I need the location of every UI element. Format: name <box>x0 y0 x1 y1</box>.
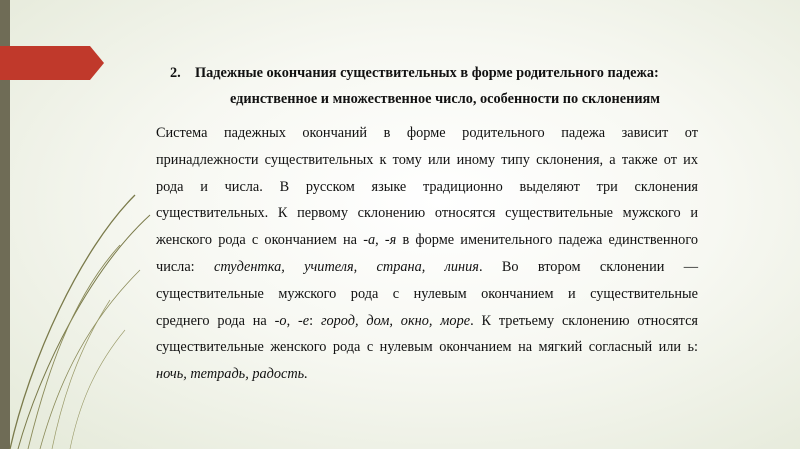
body-line-8-text-b: . К третьему склонению относятся <box>470 312 698 329</box>
body-line-5-text-a: женского рода с окончанием на <box>156 232 364 249</box>
examples-first-declension: студентка, учителя, страна, линия <box>213 258 479 275</box>
body-line-9: существительные женского рода с нулевым окончанием на мягкий согласный или ь: <box>156 339 698 356</box>
body-line-1: Система падежных окончаний в форме родительного падежа зависит от <box>156 125 698 141</box>
ending-a: -а <box>363 232 376 249</box>
examples-second-declension: город, дом, окно, море <box>320 312 471 329</box>
body-line-6 <box>156 254 698 281</box>
slide-title <box>170 60 700 112</box>
body-line-8 <box>156 308 698 335</box>
ending-o: -о <box>274 312 287 329</box>
body-paragraph <box>156 120 698 388</box>
examples-third-declension: ночь, тетрадь, радость. <box>156 366 308 383</box>
body-line-2: принадлежности существительных к тому или иному типу склонения, а также от их <box>156 151 698 168</box>
title-line-2: единственное и множественное число, особенности по склонениям <box>229 91 661 107</box>
ending-e: -е <box>298 312 310 329</box>
body-line-4: существительных. К первому склонению относятся существительные мужского и <box>156 205 698 222</box>
ending-ya: -я <box>384 232 397 249</box>
body-line-6-text-a: числа: <box>156 258 214 275</box>
body-line-3: рода и числа. В русском языке традиционно выделяют три склонения <box>156 178 698 195</box>
body-line-5-text-b: в форме именительного падежа единственного <box>396 232 698 249</box>
body-line-5-sep: , <box>375 232 385 249</box>
body-line-6-text-b: . Во втором склонении — <box>478 258 698 275</box>
body-line-8-colon: : <box>309 312 321 329</box>
title-number: 2. <box>170 65 181 81</box>
body-line-8-text-a: среднего рода на <box>156 312 275 329</box>
body-line-10 <box>156 361 698 388</box>
title-line-1: Падежные окончания существительных в форме родительного падежа: <box>195 65 659 81</box>
body-line-7: существительные мужского рода с нулевым окончанием и существительные <box>156 285 698 302</box>
title-marker-arrow <box>0 46 105 80</box>
body-line-8-sep: , <box>286 312 298 329</box>
body-line-5 <box>156 227 698 254</box>
